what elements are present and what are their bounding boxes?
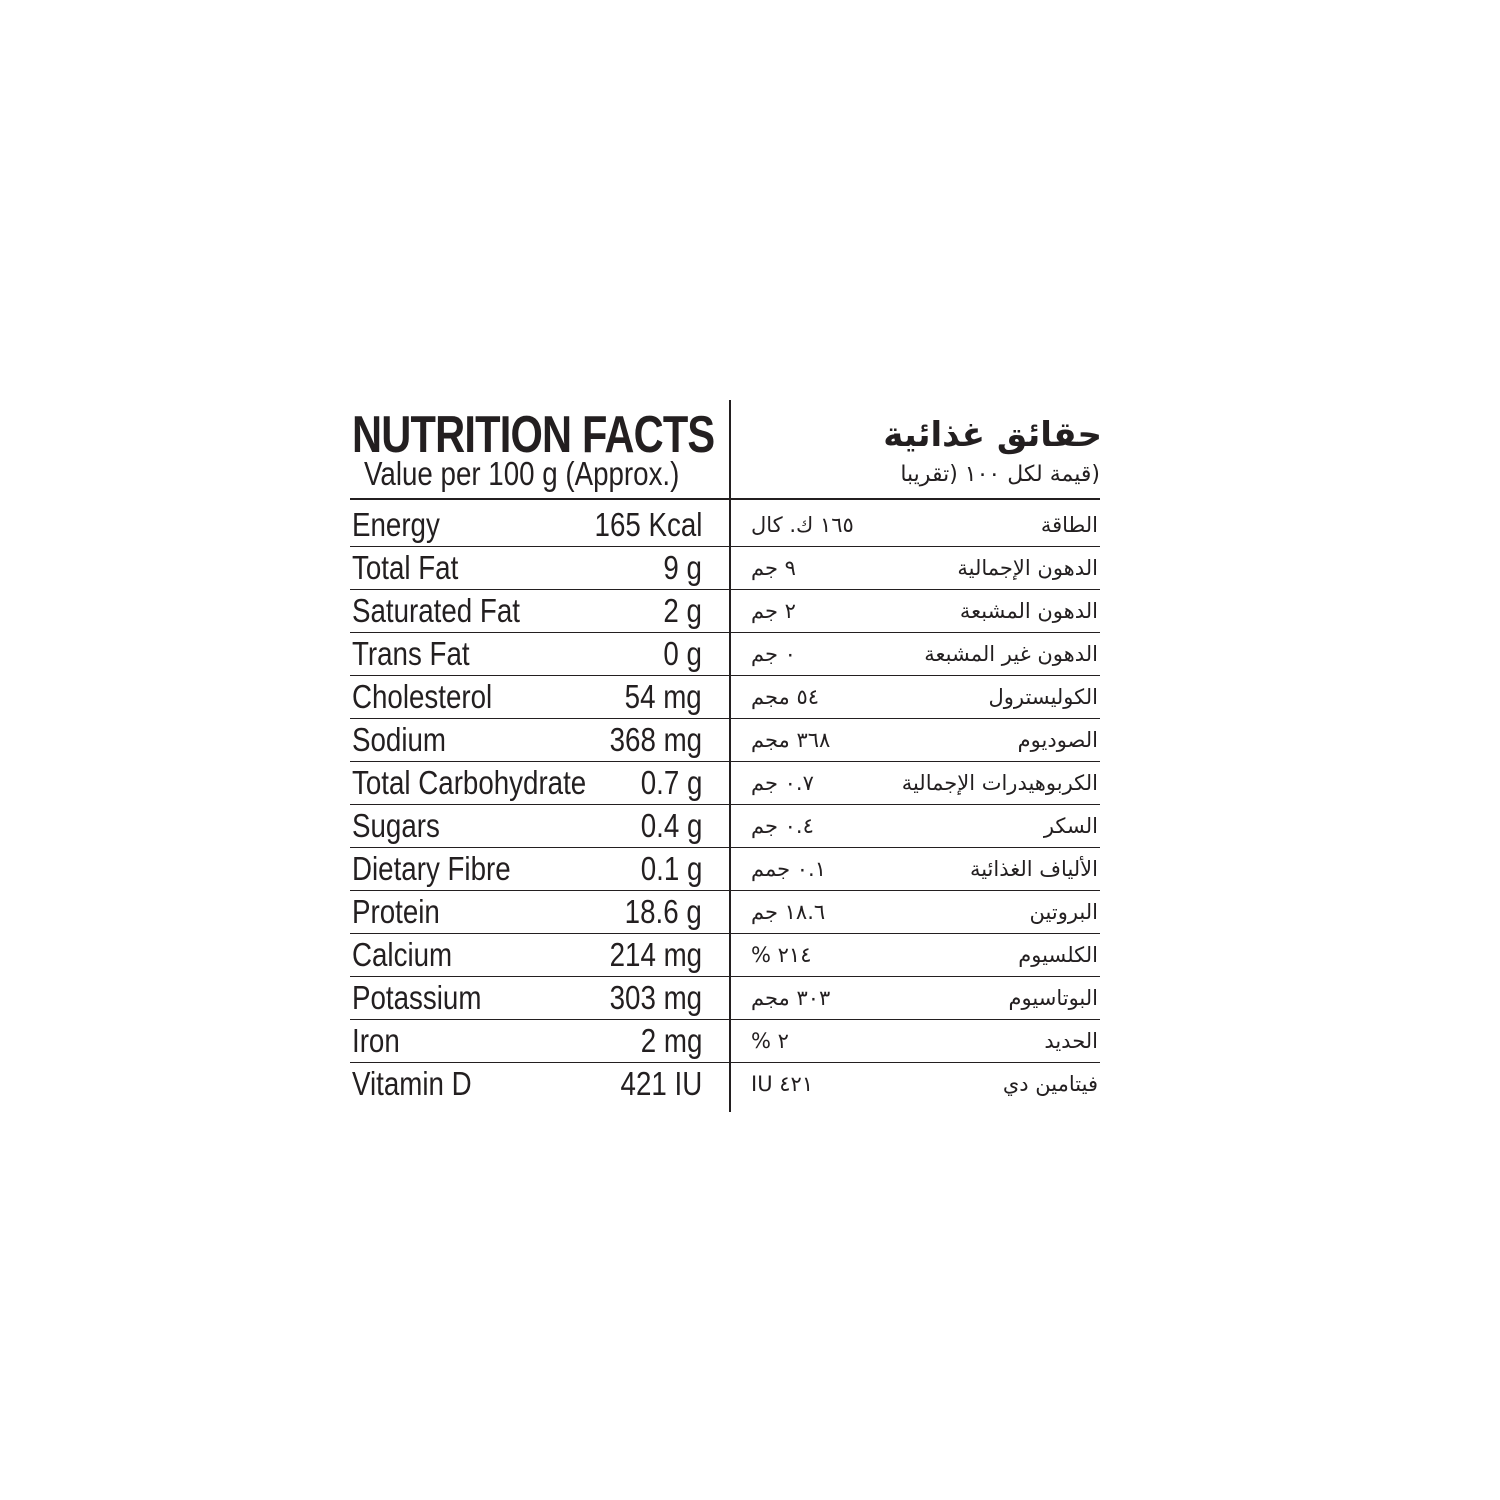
row-vitamin-d-ar [731,1063,1100,1106]
nutrient-name-en: Total Carbohydrate [352,764,587,801]
nutrient-name-en: Total Fat [352,549,459,586]
title-ar: حقائق غذائية [883,415,1102,455]
nutrient-name-ar: الكلسيوم [1018,943,1098,967]
arabic-rows [731,504,1100,1106]
row-iron-en [350,1020,729,1063]
row-total-carbohydrate-en [350,762,729,805]
nutrient-value-en: 421 IU [620,1065,702,1102]
nutrient-value-ar: ٣٠٣ مجم [751,986,831,1010]
nutrient-name-ar: الحديد [1044,1029,1098,1053]
row-total-carbohydrate-ar [731,762,1100,805]
nutrient-name-ar: البروتين [1029,900,1098,924]
nutrient-value-en: 303 mg [609,979,702,1016]
nutrient-value-en: 2 g [663,592,702,629]
nutrient-value-ar: ٥٤ مجم [751,685,820,709]
nutrient-value-en: 9 g [663,549,702,586]
nutrient-value-ar: ١٦٥ ك. كال [751,513,854,537]
nutrient-name-ar: الكربوهيدرات الإجمالية [901,771,1098,795]
nutrient-name-en: Protein [352,893,440,930]
row-potassium-en [350,977,729,1020]
row-energy-ar [731,504,1100,547]
nutrient-name-en: Potassium [352,979,482,1016]
nutrient-value-ar: ٠.٧ جم [751,771,814,795]
nutrient-name-en: Energy [352,506,440,543]
nutrient-name-en: Iron [352,1022,400,1059]
nutrient-name-ar: الكوليسترول [988,685,1098,709]
row-iron-ar [731,1020,1100,1063]
header-rule-ar [731,498,1100,500]
nutrient-value-ar: ٠.٤ جم [751,814,814,838]
nutrient-value-ar: ٢١٤ % [751,943,812,967]
nutrient-value-en: 18.6 g [624,893,702,930]
nutrient-name-ar: البوتاسيوم [1008,986,1098,1010]
nutrient-name-ar: الألياف الغذائية [969,857,1098,881]
subtitle-en: Value per 100 g (Approx.) [364,455,680,492]
title-en: NUTRITION FACTS [352,406,715,464]
nutrient-name-ar: فيتامين دي [1002,1072,1098,1096]
nutrient-name-en: Calcium [352,936,453,973]
nutrient-value-en: 0.4 g [640,807,702,844]
row-trans-fat-ar [731,633,1100,676]
nutrition-label [350,400,1102,1112]
row-potassium-ar [731,977,1100,1020]
row-cholesterol-ar [731,676,1100,719]
nutrient-value-en: 0.7 g [640,764,702,801]
nutrient-name-en: Vitamin D [352,1065,472,1102]
subtitle-ar: (قيمة لكل ١٠٠ (تقريبا [900,462,1100,487]
row-calcium-ar [731,934,1100,977]
row-protein-en [350,891,729,934]
nutrient-name-ar: الدهون غير المشبعة [924,642,1098,666]
row-total-fat-ar [731,547,1100,590]
nutrient-value-ar: ٠ جم [751,642,796,666]
nutrient-name-ar: الصوديوم [1017,728,1098,752]
row-sugars-en [350,805,729,848]
row-sodium-en [350,719,729,762]
nutrient-name-ar: الدهون المشبعة [959,599,1098,623]
nutrient-value-ar: ٢ % [751,1029,789,1053]
row-total-fat-en [350,547,729,590]
nutrient-name-en: Cholesterol [352,678,493,715]
row-calcium-en [350,934,729,977]
row-cholesterol-en [350,676,729,719]
nutrient-name-en: Sugars [352,807,440,844]
row-saturated-fat-en [350,590,729,633]
nutrient-name-en: Dietary Fibre [352,850,511,887]
nutrient-value-en: 0 g [663,635,702,672]
row-sodium-ar [731,719,1100,762]
row-protein-ar [731,891,1100,934]
nutrient-value-en: 54 mg [624,678,702,715]
nutrient-value-en: 214 mg [609,936,702,973]
nutrient-name-en: Sodium [352,721,446,758]
row-saturated-fat-ar [731,590,1100,633]
nutrient-value-ar: ٢ جم [751,599,796,623]
header-rule-en [350,498,729,500]
nutrient-value-ar: ٠.١ جمم [751,857,827,881]
nutrient-value-en: 0.1 g [640,850,702,887]
row-energy-en [350,504,729,547]
row-sugars-ar [731,805,1100,848]
nutrient-name-ar: السكر [1043,814,1098,838]
nutrient-name-ar: الدهون الإجمالية [957,556,1098,580]
nutrient-name-en: Saturated Fat [352,592,520,629]
nutrient-value-ar: ٩ جم [751,556,796,580]
nutrient-value-ar: ٣٦٨ مجم [751,728,831,752]
nutrient-value-ar: ١٨.٦ جم [751,900,826,924]
english-rows [350,504,729,1106]
nutrient-name-en: Trans Fat [352,635,470,672]
row-vitamin-d-en [350,1063,729,1106]
nutrient-value-ar: ٤٢١ IU [751,1072,814,1096]
nutrient-value-en: 368 mg [609,721,702,758]
row-dietary-fibre-en [350,848,729,891]
nutrient-name-ar: الطاقة [1040,513,1098,537]
nutrient-value-en: 165 Kcal [594,506,702,543]
nutrient-value-en: 2 mg [640,1022,702,1059]
row-trans-fat-en [350,633,729,676]
row-dietary-fibre-ar [731,848,1100,891]
